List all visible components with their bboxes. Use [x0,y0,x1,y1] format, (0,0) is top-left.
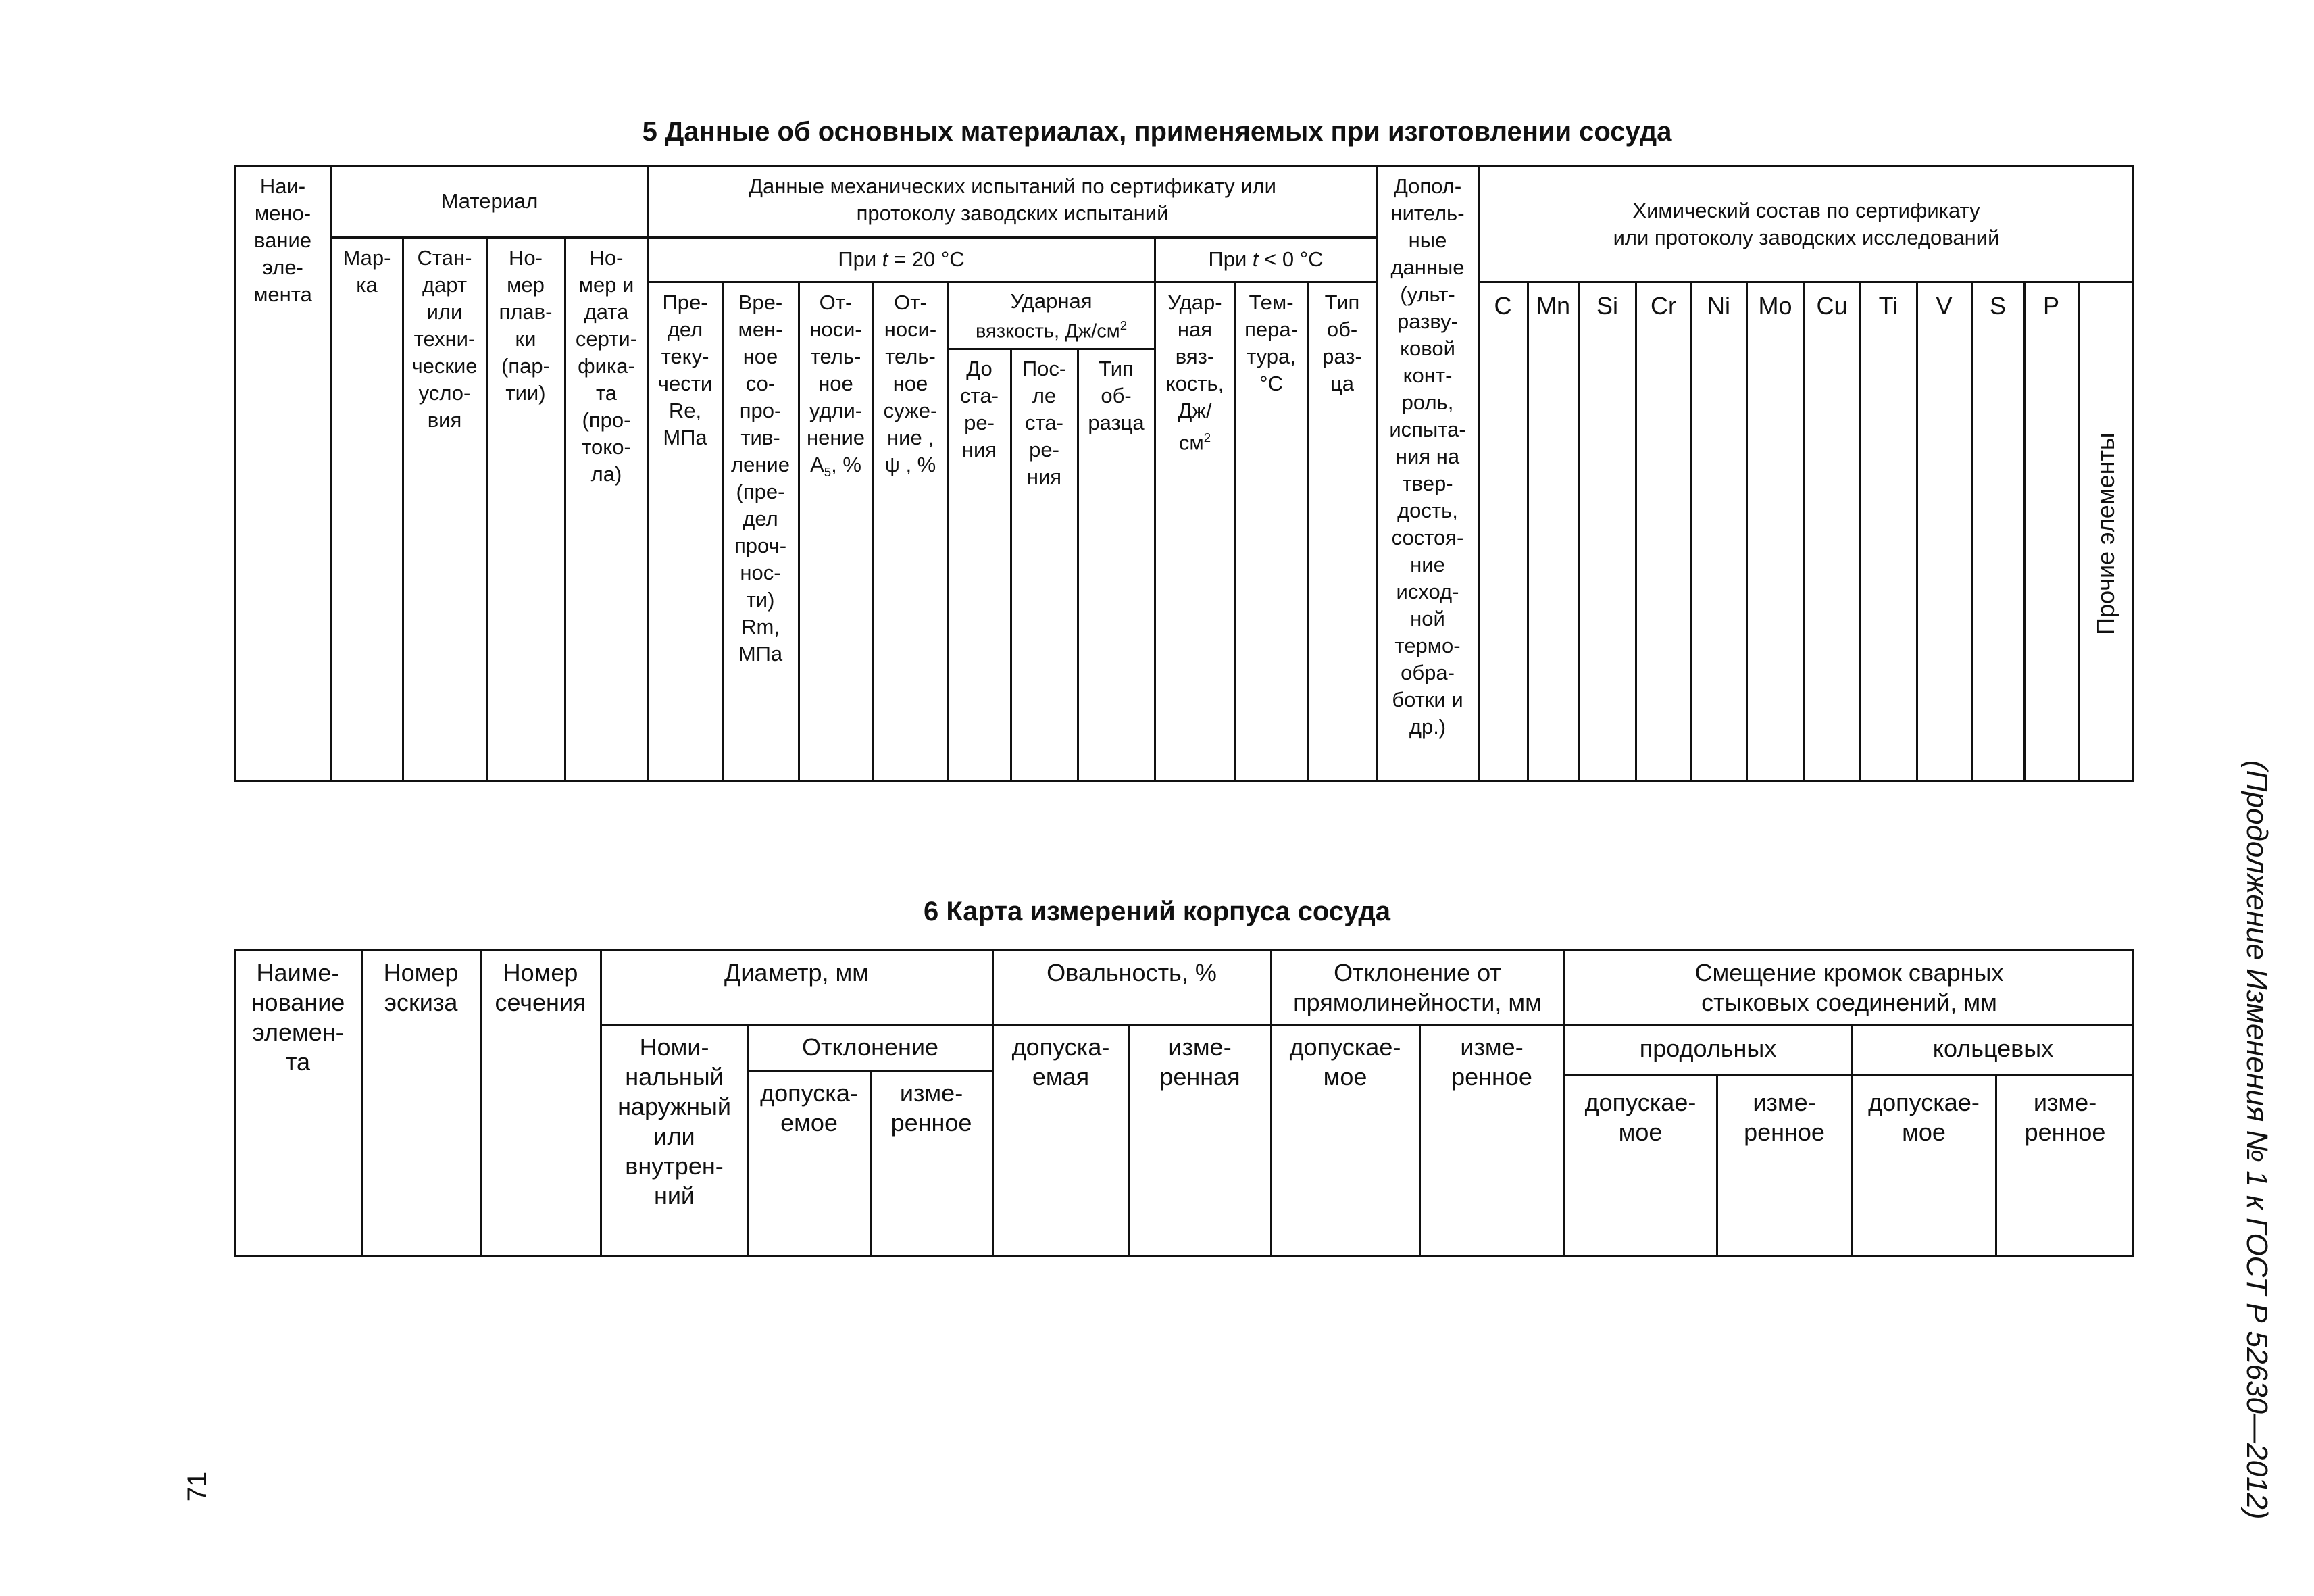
longitudinal-measured-header: изме- ренное [1744,1089,1825,1146]
longitudinal-permissible-header: допускае- мое [1584,1089,1696,1146]
grade-header: Мар- ка [343,246,391,297]
chem-element-si: Si [1596,292,1618,320]
section-6-title: 6 Карта измерений корпуса сосуда [924,897,1390,926]
sketch-number-header: Номер эскиза [383,959,459,1016]
col-line [2023,281,2026,782]
row-line [647,281,1376,283]
chem-element-ni: Ni [1707,292,1730,320]
circumferential-permissible-header: допускае- мое [1868,1089,1980,1146]
row-line [1478,281,2134,283]
chemical-composition-header: Химический состав по сертификату или протоколу заводских исследований [1613,199,2000,249]
ovality-permissible-header: допуска- емая [1011,1033,1110,1091]
section-5-title: 5 Данные об основных материалах, применяемых при изготовлении сосуда [642,117,1672,147]
chem-element-p: P [2042,292,2059,320]
chem-element-c: C [1494,292,1512,320]
chem-element-s: S [1989,292,2006,320]
tensile-strength-header: Вре- мен- ное со- про- тив- ление (пре- дел проч- нос- ти) Rm, МПа [730,291,790,666]
chem-element-mo: Mo [1758,292,1792,320]
row-line [947,348,1154,350]
col-line [1635,281,1637,782]
chem-element-cu: Cu [1816,292,1848,320]
additional-data-header: Допол- нитель- ные данные (ульт- разву- ковой конт- роль, испыта- ния на твер- дость, состоя- ние исход- ной термо- обра- ботки и др.) [1389,174,1466,739]
chem-element-mn: Mn [1536,292,1570,320]
col-line [1690,281,1692,782]
col-line [1859,281,1861,782]
reduction-of-area-header: От- носи- тель- ное суже- ние , ψ , % [883,291,938,476]
col-line [992,949,994,1257]
straightness-header: Отклонение от прямолинейности, мм [1293,959,1542,1016]
row-line [600,1024,2134,1026]
material-header: Материал [441,189,538,213]
col-line [1578,281,1580,782]
at-20c-header: При t = 20 °С [838,247,965,271]
col-line [1746,281,1748,782]
margin-continuation-note: (Продолжение Изменения № 1 к ГОСТ Р 52630—2012) [2240,760,2273,1520]
diameter-deviation-header: Отклонение [802,1033,938,1061]
section-number-header: Номер сечения [495,959,586,1016]
col-line [2078,281,2080,782]
row-line [747,1070,992,1072]
diameter-permissible-header: допуска- емое [760,1079,858,1137]
page-number: 71 [182,1471,212,1502]
specimen-type-2-header: Тип об- раз- ца [1322,291,1362,395]
ovality-header: Овальность, % [1047,959,1217,987]
certificate-header: Но- мер и дата серти- фика- та (про- токо- ла) [575,246,638,486]
diameter-measured-header: изме- ренное [890,1079,972,1137]
straightness-measured-header: изме- ренное [1451,1033,1532,1091]
circumferential-header: кольцевых [1932,1034,2054,1062]
straightness-permissible-header: допускае- мое [1289,1033,1401,1091]
chem-element-v: V [1936,292,1953,320]
longitudinal-header: продольных [1639,1034,1777,1062]
ovality-measured-header: изме- ренная [1159,1033,1240,1091]
nominal-diameter-header: Номи- нальный наружный или внутрен- ний [618,1033,731,1210]
element-name-header: Наиме- нование элемен- та [251,959,345,1076]
below-0c-header: При t < 0 °С [1208,247,1324,271]
temperature-header: Тем- пера- тура, °С [1244,291,1298,395]
element-name-header: Наи- мено- вание эле- мента [253,174,312,306]
row-line [1563,1074,2134,1076]
before-aging-header: До ста- ре- ния [960,357,999,462]
col-line [1916,281,1918,782]
col-line [1478,165,1480,782]
diameter-header: Диаметр, мм [724,959,870,987]
yield-strength-header: Пре- дел теку- чести Re, МПа [657,291,713,449]
elongation-header: От- носи- тель- ное удли- нение $A_5$, % [806,291,865,480]
impact-strength-header: Ударная вязкость, $Дж/см^2$ [975,289,1128,343]
other-elements-header: Прочие элементы [2092,432,2119,635]
chem-element-cr: Cr [1651,292,1676,320]
specimen-type-header: Тип об- разца [1088,357,1145,434]
mechanical-tests-header: Данные механических испытаний по сертификату или протоколу заводских испытаний [749,174,1276,225]
chem-element-ti: Ti [1878,292,1898,320]
col-line [1527,281,1529,782]
melt-number-header: Но- мер плав- ки (пар- тии) [499,246,553,405]
col-line [1803,281,1805,782]
circumferential-measured-header: изме- ренное [2024,1089,2106,1146]
impact-below-0-header: Удар- ная вяз- кость, Дж/ $см^2$ [1165,291,1224,455]
after-aging-header: Пос- ле ста- ре- ния [1022,357,1067,489]
standard-header: Стан- дарт или техни- ческие усло- вия [411,246,478,432]
col-line [1971,281,1973,782]
row-line [330,236,1376,239]
edge-offset-header: Смещение кромок сварных стыковых соединений, мм [1694,959,2004,1016]
